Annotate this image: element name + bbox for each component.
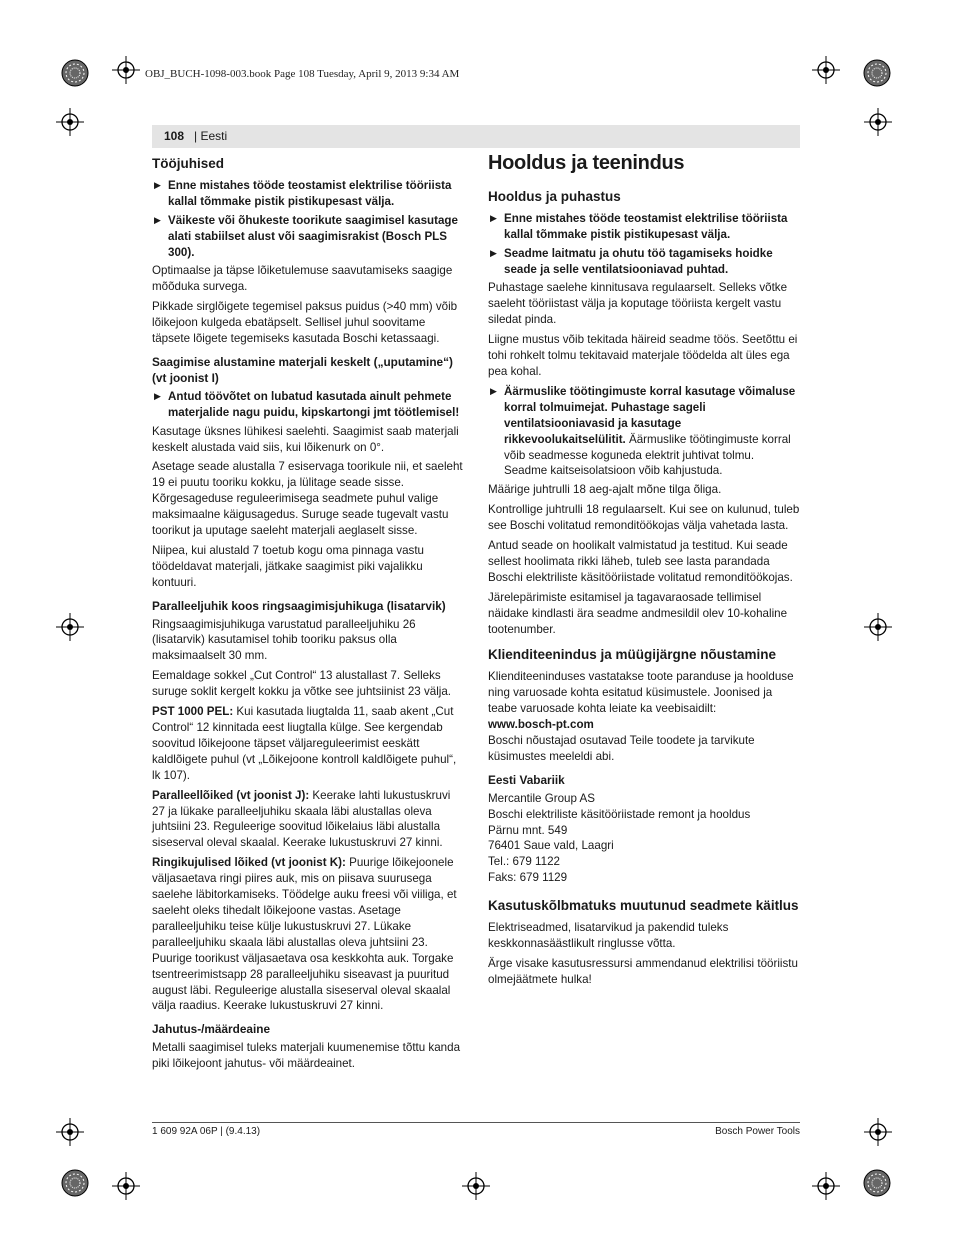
paragraph: Liigne mustus võib tekitada häireid seadme töös. Seetõttu ei tohi rohkelt tolmu tekitavaid materjale töödelda alt üles ega pea kohal. — [488, 333, 798, 378]
paragraph: PST 1000 PEL: Kui kasutada liugtalda 11, saab akent „Cut Control“ 12 kinnitada eest liugtalla külge. See kergendab soovitud lõikejoone täpset väljareguleerimist eeskätt kaldlõigete puhul (vt „Lõikejoone kontroll kaldlõigete puhul“, lk 107). — [152, 705, 457, 782]
paragraph: Antud seade on hoolikalt valmistatud ja testitud. Kui seade sellest hoolimata rikki läheb, tuleb see lasta parandada Boschi elektriliste käsitööriistade volitatud remonditöökojas. — [488, 539, 793, 584]
paragraph: Klienditeeninduses vastatakse toote paranduse ja hoolduse ning varuosade kohta esitatud küsimustele. Joonised ja teabe varuosade kohta leiate ka veebisaidilt: — [488, 670, 794, 716]
paragraph: Kasutage üksnes lühikesi saelehti. Saagimist saab materjali keskelt alustada vaid siis, kui lõikenurk on 0°. — [152, 424, 459, 454]
paragraph: Pikkade sirglõigete tegemisel paksus puidus (>40 mm) võib lõikejoon kulgeda ebatäpselt. Sellisel juhul soovitame täpsete lõigete tegemiseks kasutada Boschi ketassaagi. — [152, 300, 458, 346]
footer-doc-number: 1 609 92A 06P | (9.4.13) — [152, 1126, 261, 1137]
website-link[interactable]: www.bosch-pt.com — [488, 718, 594, 732]
registration-mark — [56, 1118, 84, 1146]
paragraph: Kontrollige juhtrulli 18 regulaarselt. Kui see on kulunud, tuleb see Boschi volitatud remonditöökojas välja vahetada lasta. — [488, 503, 800, 533]
registration-mark — [56, 108, 84, 136]
chapter-title: Hooldus ja teenindus — [488, 152, 685, 174]
registration-mark — [812, 56, 840, 84]
paragraph: Eemaldage sokkel „Cut Control“ 13 alustallast 7. Selleks suruge soklit kergelt kokku ja võtke see juhtsiinist 23 välja. — [152, 669, 452, 699]
right-column — [488, 152, 800, 992]
warning-bullet: ▶ Enne mistahes tööde teostamist elektrilise tööriista kallal tõmmake pistik pistikupesast välja. — [154, 178, 452, 208]
subheading: Paralleeljuhik koos ringsaagimisjuhikuga (lisatarvik) — [152, 598, 446, 613]
color-target-mark — [862, 1168, 892, 1198]
triangle-bullet-icon: ▶ — [490, 212, 497, 223]
page-language: | Eesti — [194, 129, 228, 143]
section-heading: Kasutuskõlbmatuks muutunud seadmete käitlus — [488, 898, 799, 914]
registration-mark — [812, 1172, 840, 1200]
warning-bullet: ▶ Äärmuslike töötingimuste korral kasutage võimaluse korral tolmuimejat. Puhastage sageli ventilatsiooniavasid ja kasutage rikkevoolukaitselülitit. Äärmuslike töötingimuste korral võib seadmesse koguneda elektrit juhtivat tolmu. Seadme kaitseisolatsioon võib kahjustuda. — [490, 384, 796, 478]
paragraph: Metalli saagimisel tuleks materjali kuumenemise tõttu kanda piki lõikejoont jahutus- või määrdeainet. — [152, 1041, 461, 1071]
registration-mark — [462, 1172, 490, 1200]
warning-bullet: ▶ Enne mistahes tööde teostamist elektrilise tööriista kallal tõmmake pistik pistikupesast välja. — [490, 211, 788, 241]
triangle-bullet-icon: ▶ — [154, 214, 161, 225]
address-line: Faks: 679 1129 — [488, 871, 568, 885]
color-target-mark — [60, 58, 90, 88]
page-number: 108 — [164, 129, 185, 143]
color-target-mark — [60, 1168, 90, 1198]
print-header: OBJ_BUCH-1098-003.book Page 108 Tuesday, April 9, 2013 9:34 AM — [145, 68, 460, 80]
section-heading: Tööjuhised — [152, 156, 224, 171]
paragraph: Asetage seade alustalla 7 esiservaga toorikule nii, et saeleht 19 ei puutu tooriku kokku, ja lülitage seade sisse. Kõrgesageduse reguleerimisega seadmete puhul valige maksimaalne käigusagedus. Suruge seade tugevalt vastu toorikut ja uputage saeleht materjali aeglaselt sisse. — [152, 460, 463, 538]
address-line: Tel.: 679 1122 — [488, 855, 560, 869]
address-line: Mercantile Group AS — [488, 791, 595, 805]
triangle-bullet-icon: ▶ — [490, 385, 497, 396]
registration-mark — [864, 613, 892, 641]
page-header-bar — [152, 125, 800, 148]
address-line: Pärnu mnt. 549 — [488, 823, 568, 837]
section-heading: Klienditeenindus ja müügijärgne nõustamine — [488, 647, 777, 663]
registration-mark — [864, 108, 892, 136]
paragraph: Puhastage saelehe kinnitusava regulaarselt. Selleks võtke saeleht tööriistast välja ja koputage tööriista kergelt vastu siledat pinda. — [488, 281, 788, 327]
registration-mark — [112, 1172, 140, 1200]
left-column — [152, 156, 464, 1076]
paragraph: Määrige juhtrulli 18 aeg-ajalt mõne tilga õliga. — [488, 483, 722, 497]
triangle-bullet-icon: ▶ — [154, 179, 161, 190]
footer-divider — [152, 1122, 800, 1123]
color-target-mark — [862, 58, 892, 88]
address-line: 76401 Saue vald, Laagri — [488, 839, 614, 853]
registration-mark — [864, 1118, 892, 1146]
triangle-bullet-icon: ▶ — [490, 247, 497, 258]
paragraph: Paralleellõiked (vt joonist J): Keerake lahti lukustuskruvi 27 ja lükake paralleeljuhiku skaala läbi alustallas oleva juhtsiini 23. Reguleerige soovitud lõikelaius läbi alustalla siseserval oleval skaalal. Keerake lukustuskruvi 27 kinni. — [152, 788, 451, 850]
footer-brand: Bosch Power Tools — [715, 1126, 800, 1137]
section-heading: Hooldus ja puhastus — [488, 188, 621, 204]
paragraph: Ringsaagimisjuhikuga varustatud paralleeljuhiku 26 (lisatarvik) kasutamisel tohib tooriku paksus olla maksimaalselt 30 mm. — [152, 617, 416, 663]
registration-mark — [112, 56, 140, 84]
paragraph: Ringikujulised lõiked (vt joonist K): Puurige lõikejoonele väljasaetava ringi piires auk, mis on piisava suurusega saelehe läbitorkamiseks. Töödelge auku freesi või viiliga, et saeleht oleks tihedalt lõikejoone vastas. Asetage paralleeljuhiku teise külje lukustuskruvi 27. Lükake paralleeljuhiku skaala läbi alustallas oleva juhtsiini 23. Puurige toorikust väljasaetava osa keskkohta auk. Torgake tsentreerimistsapp 28 paralleeljuhiku siseavast ja puuritud august läbi. Reguleerige alustalla siseserval oleval skaalal välja raadius. Keerake lukustuskruvi 27 kinni. — [152, 856, 457, 1013]
paragraph: Niipea, kui alustald 7 toetub kogu oma pinnaga vastu töödeldavat materjali, jätkake saagimist piki vajalikku kontuuri. — [152, 543, 424, 589]
warning-bullet: ▶ Väikeste või õhukeste toorikute saagimisel kasutage alati stabiilset alust või saagimisrakist (Bosch PLS 300). — [154, 213, 458, 259]
subheading: Saagimise alustamine materjali keskelt („uputamine“) (vt joonist I) — [152, 354, 453, 385]
warning-bullet: ▶ Antud töövõtet on lubatud kasutada ainult pehmete materjalide nagu puidu, kipskartongi jmt töötlemisel! — [154, 389, 460, 419]
paragraph: Boschi nõustajad osutavad Teile toodete ja tarvikute küsimustes meeleldi abi. — [488, 734, 755, 763]
subheading: Eesti Vabariik — [488, 772, 565, 787]
subheading: Jahutus-/määrdeaine — [152, 1022, 271, 1037]
warning-bullet: ▶ Seadme laitmatu ja ohutu töö tagamiseks hoidke seade ja selle ventilatsiooniavad puhtad. — [490, 246, 773, 276]
registration-mark — [56, 613, 84, 641]
address-line: Boschi elektriliste käsitööriistade remont ja hooldus — [488, 807, 751, 821]
paragraph: Järelepärimiste esitamisel ja tagavaraosade tellimisel näidake kindlasti ära seadme andmesildil olev 10-kohaline tootenumber. — [488, 590, 788, 636]
paragraph: Ärge visake kasutusressursi ammendanud elektrilisi tööriistu olmejäätmete hulka! — [488, 956, 798, 986]
paragraph: Elektriseadmed, lisatarvikud ja pakendid tuleks keskkonnasäästlikult ringlusse võtta. — [488, 921, 729, 950]
paragraph: Optimaalse ja täpse lõiketulemuse saavutamiseks saagige mõõduka survega. — [152, 264, 453, 294]
triangle-bullet-icon: ▶ — [154, 390, 161, 401]
